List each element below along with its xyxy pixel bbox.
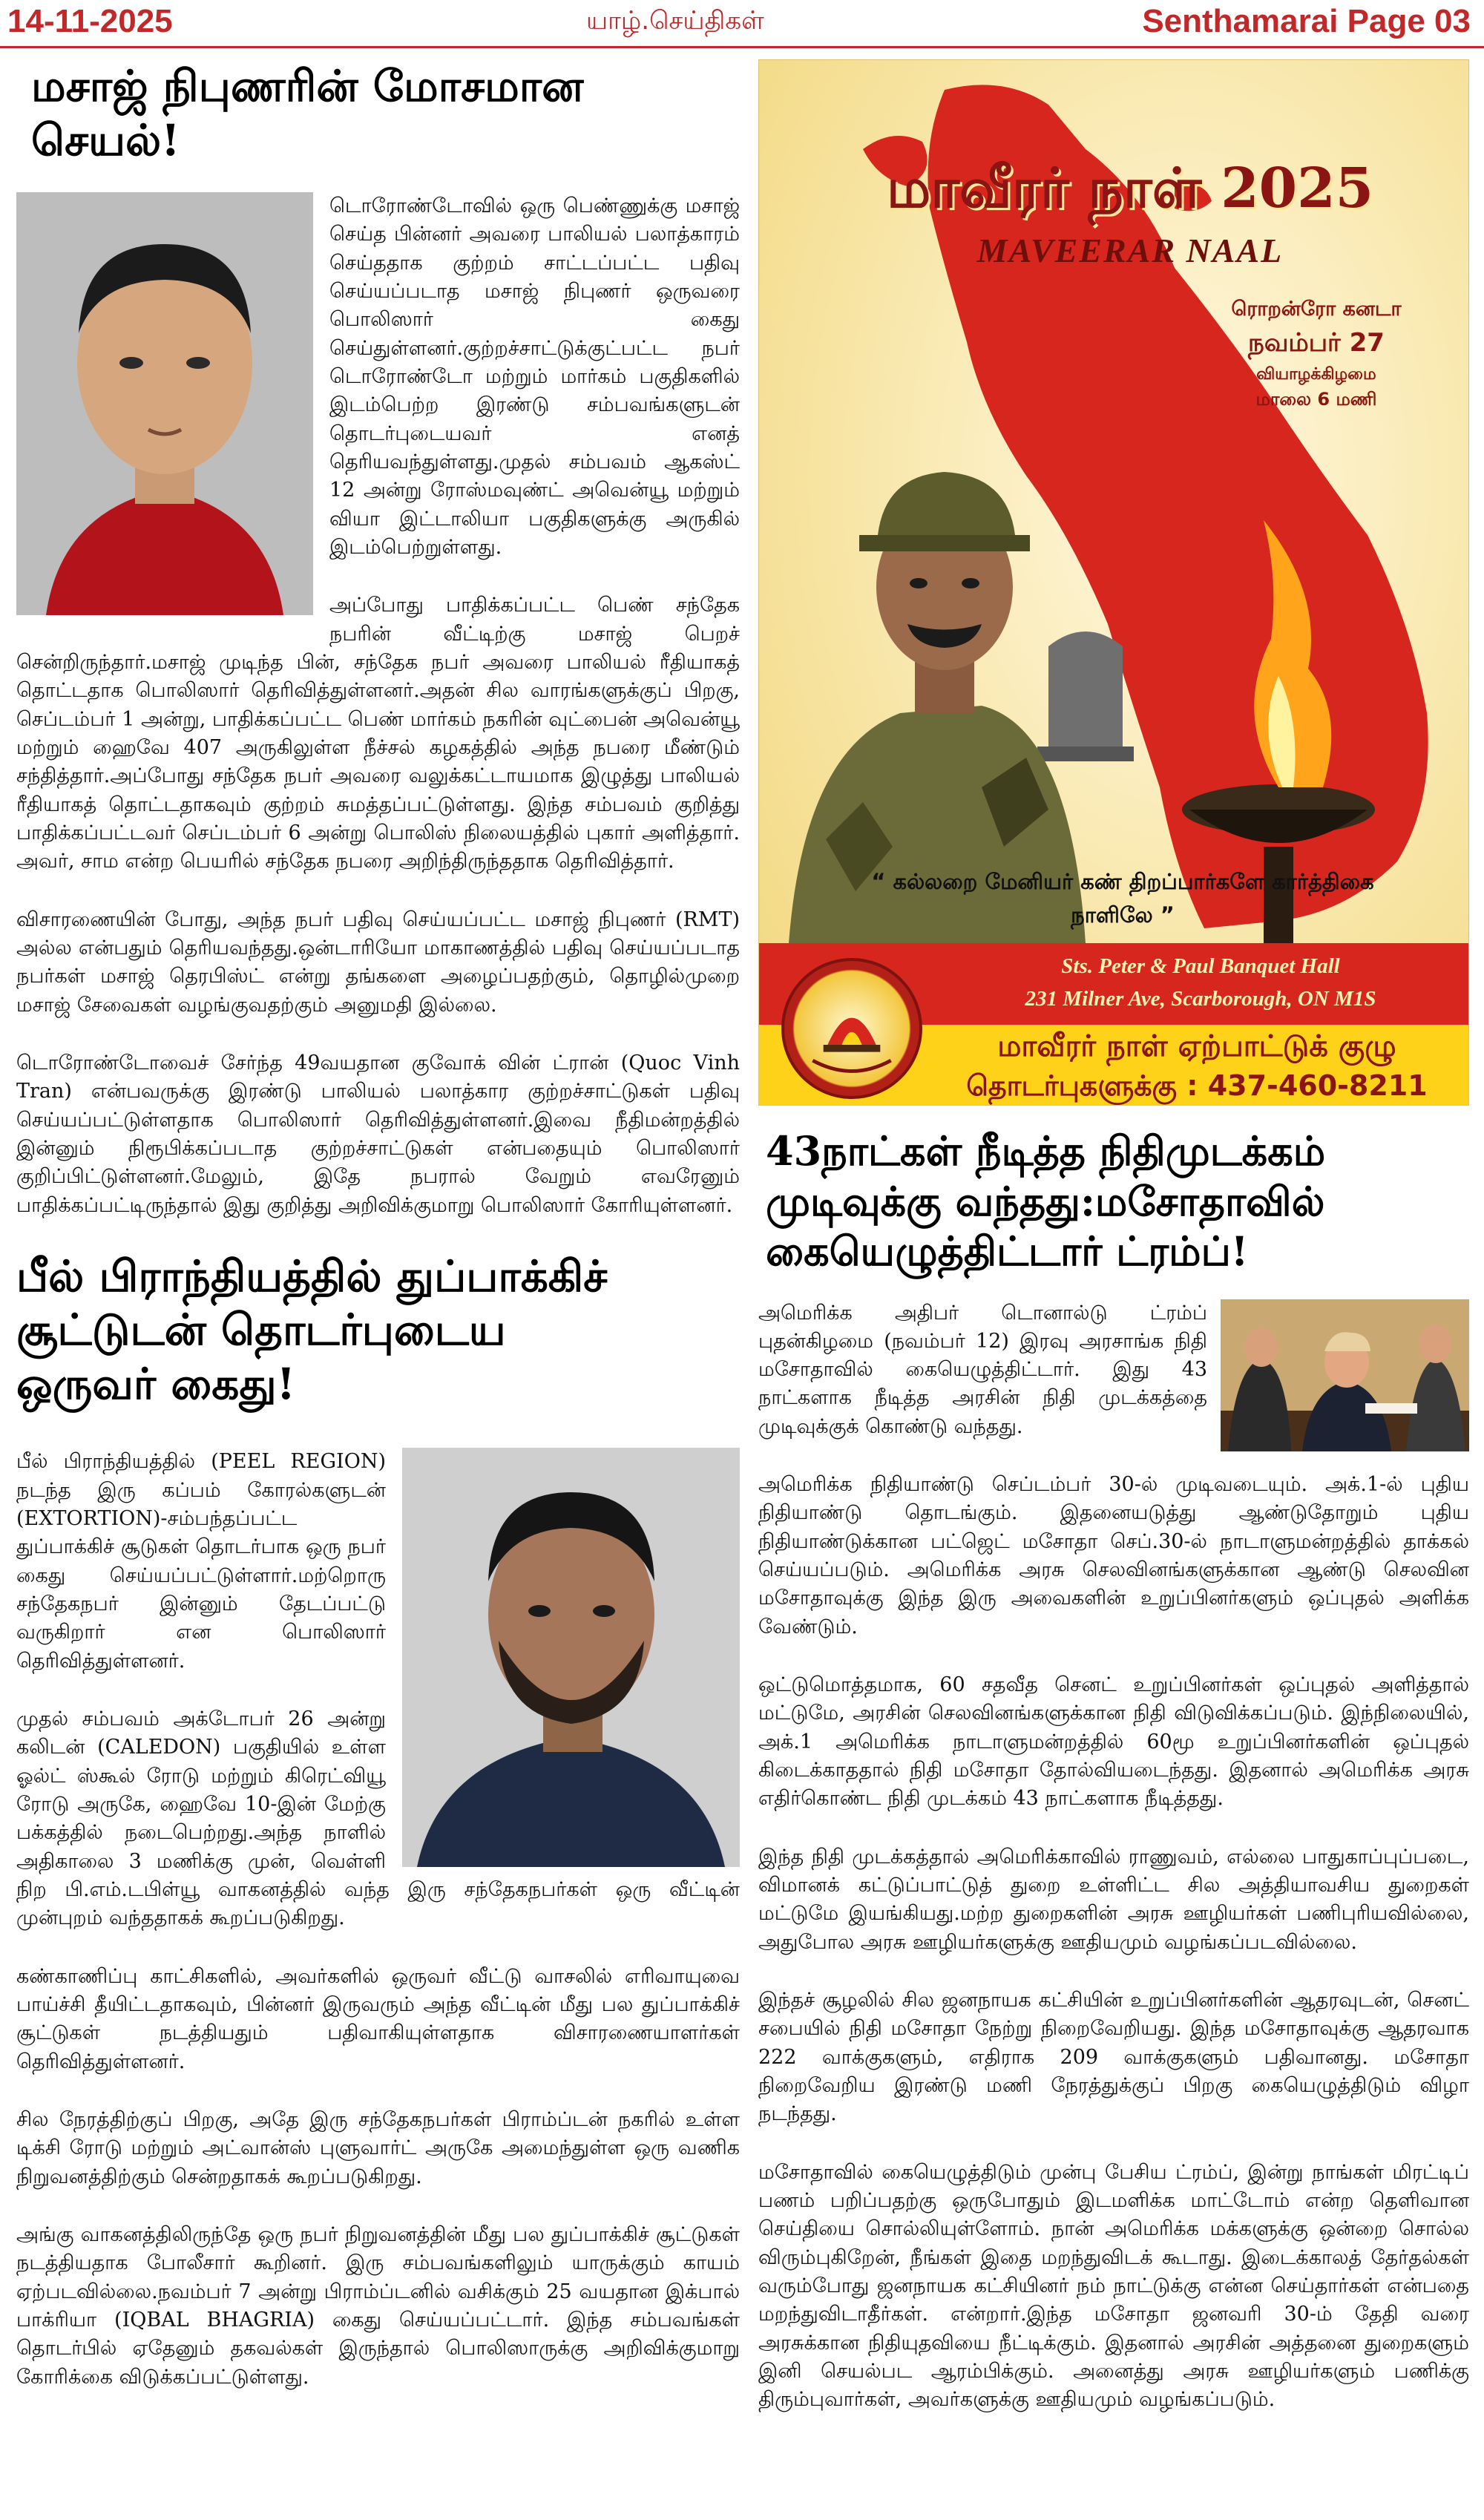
article-paragraph: அமெரிக்க நிதியாண்டு செப்டம்பர் 30-ல் முடிவடையும். அக்.1-ல் புதிய நிதியாண்டு தொடங்கும். இதனையடுத்து ஆண்டுதோறும் புதிய நிதியாண்டுக்கான பட்ஜெட் மசோதா செப்.30-ல் நாடாளுமன்றத்தில் தாக்கல் செய்யப்படும். அமெரிக்க அரசு செலவினங்களுக்கான ஆண்டு செலவின மசோதாவுக்கு இந்த இரு அவைகளின் உறுப்பினர்களும் ஒப்புதல் அளிக்க வேண்டும்.: [758, 1473, 1469, 1638]
flame-emblem-icon: [784, 961, 919, 1096]
article-paragraph: இந்தச் சூழலில் சில ஜனநாயக கட்சியின் உறுப்பினர்களின் ஆதரவுடன், செனட் சபையில் நிதி மசோதா நேற்று நிறைவேறியது. இந்த மசோதாவுக்கு ஆதரவாக 222 வாக்குகளும், எதிராக 209 வாக்குகளும் பதிவானது. மசோதா நிறைவேறிய இரண்டு மணி நேரத்துக்குப் பிறகு கையெழுத்திடும் விழா நடந்தது.: [758, 1989, 1469, 2126]
publication-name: யாழ்.செய்திகள்: [586, 6, 764, 36]
article-paragraph: கண்காணிப்பு காட்சிகளில், அவர்களில் ஒருவர் வீட்டு வாசலில் எரிவாயுவை பாய்ச்சி தீயிட்டதாகவும், பின்னர் இருவரும் அந்த வீட்டின் மீது பல துப்பாக்கிச் சூட்டுகள் நடத்தியதும் பதிவாகியுள்ளதாக விசாரணையாளர்கள் தெரிவித்துள்ளனர்.: [16, 1964, 740, 2073]
trump-signing-photo: [1221, 1299, 1469, 1451]
article-paragraph: மசோதாவில் கையெழுத்திடும் முன்பு பேசிய ட்ரம்ப், இன்று நாங்கள் மிரட்டிப் பணம் பறிப்பதற்கு ஒருபோதும் இடமளிக்க மாட்டோம் என்ற தெளிவான செய்தியை சொல்லியுள்ளோம். நான் அமெரிக்க மக்களுக்கு ஒன்றை சொல்ல விரும்புகிறேன், நீங்கள் இதை மறந்துவிடக் கூடாது. இடைக்காலத் தேர்தல்கள் வரும்போது ஜனநாயக கட்சியினர் நம் நாட்டுக்கு என்ன செய்தார்கள் என்பதை மறந்துவிடாதீர்கள். என்றார்.இந்த மசோதா ஜனவரி 30-ம் தேதி வரை அரசுக்கான நிதியுதவியை நீட்டிக்கும். இதனால் அரசின் அத்தனை துறைகளும் இனி செயல்பட ஆரம்பிக்கும். அனைத்து அரசு ஊழியர்களும் பணிக்கு திரும்புவார்கள், அவர்களுக்கு ஊதியமும் வழங்கப்படும்.: [758, 2160, 1469, 2412]
article-paragraph: முதல் சம்பவம் அக்டோபர் 26 அன்று கலிடன் (CALEDON) பகுதியில் உள்ள ஓல்ட் ஸ்கூல் ரோடு மற்றும் கிரெட்வியூ ரோடு அருகே, ஹைவே 10-இன் மேற்கு பக்கத்தில் நடைபெற்றது.அந்த நாளில் அதிகாலை 3 மணிக்கு முன், வெள்ளி நிற பி.எம்.டபிள்யூ வாகனத்தில் வந்த இரு சந்தேகநபர்கள் ஒரு வீட்டின் முன்புறம் வந்ததாகக் கூறப்படுகிறது.: [16, 1707, 740, 1930]
event-time: மாலை 6 மணி: [1255, 389, 1377, 410]
article-paragraph: டொரோண்டோவைச் சேர்ந்த 49வயதான குவோக் வின் ட்ரான் (Quoc Vinh Tran) என்பவருக்கு இரண்டு பாலியல் பலாத்கார குற்றச்சாட்டுகள் பதிவு செய்யப்பட்டுள்ளதாக பொலிஸார் தெரிவித்துள்ளனர்.இவை நீதிமன்றத்தில் இன்னும் நிரூபிக்கப்படாத குற்றச்சாட்டுகள் என்பதையும் பொலிஸார் குறிப்பிட்டுள்ளனர்.மேலும், இதே நபரால் வேறும் எவரேனும் பாதிக்கப்பட்டிருந்தால் இது குறித்து அறிவிக்குமாறு பொலிஸார் கோரியுள்ளனர்.: [16, 1051, 740, 1217]
article-paragraph: அப்போது பாதிக்கப்பட்ட பெண் சந்தேக நபரின் வீட்டிற்கு மசாஜ் பெறச் சென்றிருந்தார்.மசாஜ் முடிந்த பின், சந்தேக நபர் அவரை பாலியல் ரீதியாகத் தொட்டதாக பொலிஸார் தெரிவித்துள்ளனர்.அதன் சில வாரங்களுக்குப் பிறகு, செப்டம்பர் 1 அன்று, பாதிக்கப்பட்ட பெண் மார்கம் நகரின் வுட்பைன் அவென்யூ மற்றும் ஹைவே 407 அருகிலுள்ள நீச்சல் கழகத்தில் அந்த நபரை மீண்டும் சந்தித்தார்.அப்போது சந்தேக நபர் அவரை வலுக்கட்டாயமாக இழுத்து பாலியல் ரீதியாகத் தொட்டதாகவும் குற்றம் சுமத்தப்பட்டுள்ளது. இந்த சம்பவம் குறித்து பாதிக்கப்பட்டவர் செப்டம்பர் 6 அன்று பொலிஸ் நிலையத்தில் புகார் அளித்தார். அவர், சாம என்ற பெயரில் சந்தேக நபரை அறிந்திருந்ததாக தெரிவித்தார்.: [16, 594, 740, 873]
event-weekday: வியாழக்கிழமை: [1256, 365, 1376, 384]
poster-title-tamil: மாவீரர் நாள் 2025: [886, 157, 1374, 220]
article-peel: [16, 1250, 740, 2421]
event-venue: [945, 951, 1457, 1015]
article-massage: [16, 59, 740, 1250]
article-paragraph: ஒட்டுமொத்தமாக, 60 சதவீத செனட் உறுப்பினர்கள் ஒப்புதல் அளித்தால் மட்டுமே, அரசின் செலவினங்களுக்கான நிதி விடுவிக்கப்படும். இந்நிலையில், அக்.1 அமெரிக்க நாடாளுமன்றத்தில் 60மூ உறுப்பினர்களின் ஒப்புதல் கிடைக்காததால் நிதி மசோதா தோல்வியடைந்தது. இதனால் அமெரிக்க அரசு எதிர்கொண்ட நிதி முடக்கம் 43 நாட்களாக நீடித்தது.: [758, 1673, 1469, 1811]
article-headline: பீல் பிராந்தியத்தில் துப்பாக்கிச் சூட்டுடன் தொடர்புடைய ஒருவர் கைது!: [16, 1250, 608, 1409]
page-label: Senthamarai Page 03: [1142, 3, 1471, 39]
arrested-man-photo: [402, 1448, 740, 1867]
page-header: [0, 0, 1484, 46]
issue-date: 14-11-2025: [7, 3, 173, 39]
venue-address: 231 Milner Ave, Scarborough, ON M1S: [1025, 986, 1376, 1011]
contact-number: தொடர்புகளுக்கு : 437-460-8211: [966, 1069, 1428, 1102]
organizer-name: மாவீரர் நாள் ஏற்பாட்டுக் குழு: [997, 1029, 1396, 1063]
left-column: [16, 59, 740, 2508]
poster-quote: “ கல்லறை மேனியர் கண் திறப்பார்களே கார்த்திகை நாளிலே ”: [871, 869, 1374, 928]
article-paragraph: அமெரிக்க அதிபர் டொனால்டு ட்ரம்ப் புதன்கிழமை (நவம்பர் 12) இரவு அரசாங்க நிதி மசோதாவில் கையெழுத்திட்டார். இது 43 நாட்களாக நீடித்த அரசின் நிதி முடக்கத்தை முடிவுக்குக் கொண்டு வந்தது.: [758, 1301, 1207, 1438]
right-column: [758, 59, 1469, 2508]
article-paragraph: டொரோண்டோவில் ஒரு பெண்ணுக்கு மசாஜ் செய்த பின்னர் அவரை பாலியல் பலாத்காரம் செய்ததாக குற்றம் சாட்டப்பட்ட பதிவு செய்யப்படாத மசாஜ் நிபுணர் ஒருவரை பொலிஸார் கைது செய்துள்ளனர்.குற்றச்சாட்டுக்குட்பட்ட நபர் டொரோண்டோ மற்றும் மார்கம் பகுதிகளில் இடம்பெற்ற இரண்டு சம்பவங்களுடன் தொடர்புடையவர் எனத் தெரியவந்துள்ளது.முதல் சம்பவம் ஆகஸ்ட் 12 அன்று ரோஸ்மவுண்ட் அவென்யூ மற்றும் வியா இட்டாலியா பகுதிகளுக்கு அருகில் இடம்பெற்றுள்ளது.: [329, 194, 740, 559]
event-location: ரொறன்ரோ கனடா: [1231, 298, 1402, 321]
article-paragraph: இந்த நிதி முடக்கத்தால் அமெரிக்காவில் ராணுவம், எல்லை பாதுகாப்புப்படை, விமானக் கட்டுப்பாட்டுத் துறை உள்ளிட்ட சில அத்தியாவசிய துறைகள் மட்டுமே இயங்கியது.மற்ற துறைகளின் அரசு ஊழியர்கள் பணிபுரியவில்லை, அதுபோல அரசு ஊழியர்களுக்கு ஊதியமும் வழங்கப்படவில்லை.: [758, 1845, 1469, 1954]
venue-name: Sts. Peter & Paul Banquet Hall: [1061, 954, 1340, 978]
article-paragraph: சில நேரத்திற்குப் பிறகு, அதே இரு சந்தேகநபர்கள் பிராம்ப்டன் நகரில் உள்ள டிக்சி ரோடு மற்றும் அட்வான்ஸ் புளுவார்ட் அருகே அமைந்துள்ள ஒரு வணிக நிறுவனத்திற்கும் சென்றதாகக் கூறப்படுகிறது.: [16, 2107, 740, 2188]
article-headline: 43நாட்கள் நீடித்த நிதிமுடக்கம் முடிவுக்கு வந்தது:மசோதாவில் கையெழுத்திட்டார் ட்ரம்ப்!: [766, 1127, 1326, 1275]
maveerar-naal-poster: [758, 59, 1469, 1106]
article-paragraph: அங்கு வாகனத்திலிருந்தே ஒரு நபர் நிறுவனத்தின் மீது பல துப்பாக்கிச் சூட்டுகள் நடத்தியதாக போலீசார் கூறினர். இரு சம்பவங்களிலும் யாருக்கும் காயம் ஏற்படவில்லை.நவம்பர் 7 அன்று பிராம்ப்டனில் வசிக்கும் 25 வயதான இக்பால் பாக்ரியா (IQBAL BHAGRIA) கைது செய்யப்பட்டார். இந்த சம்பவங்கள் தொடர்பில் ஏதேனும் தகவல்கள் இருந்தால் பொலிஸாருக்கு அறிவிக்குமாறு கோரிக்கை விடுக்கப்பட்டுள்ளது.: [16, 2222, 740, 2389]
article-paragraph: விசாரணையின் போது, அந்த நபர் பதிவு செய்யப்பட்ட மசாஜ் நிபுணர் (RMT) அல்ல என்பதும் தெரியவந்தது.ஒன்டாரியோ மாகாணத்தில் பதிவு செய்யப்படாத நபர்கள் மசாஜ் தெரபிஸ்ட் என்று தங்களை அழைப்பதற்கும், தொழில்முறை மசாஜ் சேவைகள் வழங்குவதற்கும் அனுமதி இல்லை.: [16, 908, 740, 1017]
header-divider: [0, 46, 1484, 48]
article-paragraph: பீல் பிராந்தியத்தில் (PEEL REGION) நடந்த இரு கப்பம் கோரல்களுடன் (EXTORTION)-சம்பந்தப்பட்ட துப்பாக்கிச் சூடுகள் தொடர்பாக ஒரு நபர் கைது செய்யப்பட்டுள்ளார்.மற்றொரு சந்தேகநபர் இன்னும் தேடப்பட்டு வருகிறார் என பொலிஸார் தெரிவித்துள்ளனர்.: [16, 1450, 386, 1673]
article-headline: மசாஜ் நிபுணரின் மோசமான செயல்!: [31, 61, 584, 165]
suspect-photo: [16, 192, 313, 615]
article-shutdown: [758, 1126, 1469, 2415]
organizer-logo: [781, 958, 922, 1099]
poster-title-english: MAVEERAR NAAL: [976, 232, 1284, 269]
event-date: நவம்பர் 27: [1248, 328, 1385, 358]
event-info: [1194, 298, 1439, 412]
